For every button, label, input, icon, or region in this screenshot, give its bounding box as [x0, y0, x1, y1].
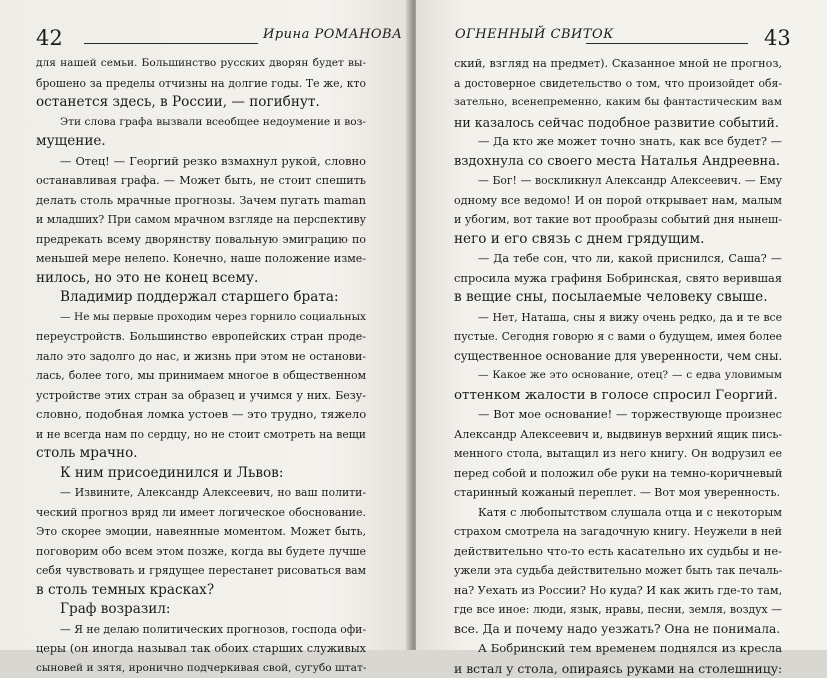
text-line: вздохнула со своего места Наталья Андреевна. — [454, 152, 782, 172]
text-line: ческий прогноз вряд ли имеет логическое обоснование. — [36, 503, 366, 523]
text-line: где все иное: люди, язык, нравы, песни, земля, воздух — — [454, 600, 782, 620]
text-line: действительно что-то есть касательно их судьбы и не- — [454, 542, 782, 562]
text-line: одному все ведомо! И он порой открывает нам, малым — [454, 191, 782, 211]
text-line: — Да кто же может точно знать, как все будет? — — [454, 132, 782, 152]
text-line: — Извините, Александр Алексеевич, но ваш полити- — [36, 483, 366, 503]
left-page-body — [36, 54, 366, 678]
text-line: столь мрачно. — [36, 444, 366, 464]
text-line: делать столь мрачные прогнозы. Зачем пугать maman — [36, 191, 366, 211]
right-page-body — [454, 54, 782, 678]
text-line: — Да тебе сон, что ли, какой приснился, Саша? — — [454, 249, 782, 269]
text-line: Это скорее эмоции, навеянные моментом. Может быть, — [36, 522, 366, 542]
text-line: Александр Алексеевич и, выдвинув верхний ящик пись- — [454, 425, 782, 445]
text-line: и встал у стола, опираясь руками на столешницу: — [454, 659, 782, 678]
text-line: перед собой и положил обе руки на темно-коричневый — [454, 464, 782, 484]
text-line: него и его связь с днем грядущим. — [454, 230, 782, 250]
text-line: нилось, но это не конец всему. — [36, 269, 366, 289]
text-line: а достоверное свидетельство о том, что произойдет обя- — [454, 74, 782, 94]
text-line: и не всегда нам по сердцу, но не стоит смотреть на вещи — [36, 425, 366, 445]
text-line: поговорим обо всем этом позже, когда вы будете лучше — [36, 542, 366, 562]
text-line: — Не мы первые проходим через горнило социальных — [36, 308, 366, 328]
text-line: страхом смотрела на загадочную книгу. Неужели в ней — [454, 522, 782, 542]
text-line: все. Да и почему надо уезжать? Она не понимала. — [454, 620, 782, 640]
text-line: для нашей семьи. Большинство русских дворян будет вы- — [36, 54, 366, 74]
left-page — [0, 0, 410, 650]
text-line: предрекать всему дворянству повальную эмиграцию по — [36, 230, 366, 250]
running-head-author: Ирина РОМАНОВА — [263, 27, 402, 42]
header-rule-left — [84, 43, 258, 44]
text-line: меньшей мере нелепо. Конечно, наше положение изме- — [36, 249, 366, 269]
text-line: Эти слова графа вызвали всеобщее недоумение и воз- — [36, 113, 366, 133]
text-line: — Я не делаю политических прогнозов, господа офи- — [36, 620, 366, 640]
text-line: устройстве этих стран за образец и учимся у них. Безу- — [36, 386, 366, 406]
text-line: менного стола, вытащил из него книгу. Он водрузил ее — [454, 444, 782, 464]
text-line: на? Уехать из России? Но куда? И как жить где-то там, — [454, 581, 782, 601]
text-line: и убогим, вот такие вот прообразы событий дня нынеш- — [454, 210, 782, 230]
text-line: останавливая графа. — Может быть, не стоит спешить — [36, 171, 366, 191]
text-line: в столь темных красках? — [36, 581, 366, 601]
page-number-left: 42 — [36, 26, 63, 50]
text-line: ский, взгляд на предмет). Сказанное мной не прогноз, — [454, 54, 782, 74]
text-line: Владимир поддержал старшего брата: — [36, 288, 366, 308]
running-head-title: ОГНЕННЫЙ СВИТОК — [455, 27, 614, 42]
text-line: спросила мужа графиня Бобринская, свято верившая — [454, 269, 782, 289]
text-line: и младших? При самом мрачном взгляде на перспективу — [36, 210, 366, 230]
text-line: церы (он иногда называл так обоих старших служивых — [36, 639, 366, 659]
text-line: — Нет, Наташа, сны я вижу очень редко, да и те все — [454, 308, 782, 328]
right-page — [416, 0, 827, 650]
text-line: себя чувствовать и грядущее перестанет рисоваться вам — [36, 561, 366, 581]
text-line: А Бобринский тем временем поднялся из кресла — [454, 639, 782, 659]
text-line: лало это задолго до нас, и жизнь при этом не останови- — [36, 347, 366, 367]
text-line: — Какое же это основание, отец? — с едва уловимым — [454, 366, 782, 386]
text-line: переустройств. Большинство европейских стран проде- — [36, 327, 366, 347]
text-line: — Отец! — Георгий резко взмахнул рукой, словно — [36, 152, 366, 172]
text-line: ни казалось сейчас подобное развитие событий. — [454, 113, 782, 133]
header-rule-right — [586, 43, 748, 44]
text-line: в вещие сны, посылаемые человеку свыше. — [454, 288, 782, 308]
text-line: оттенком жалости в голосе спросил Георгий. — [454, 386, 782, 406]
text-line: останется здесь, в России, — погибнут. — [36, 93, 366, 113]
text-line: сыновей и зятя, иронично подчеркивая свой, сугубо штат- — [36, 659, 366, 678]
text-line: зательно, всенепременно, каким бы фантастическим вам — [454, 93, 782, 113]
text-line: Граф возразил: — [36, 600, 366, 620]
text-line: пустые. Сегодня говорю я с вами о будущем, имея более — [454, 327, 782, 347]
text-line: Катя с любопытством слушала отца и с некоторым — [454, 503, 782, 523]
text-line: словно, подобная ломка устоев — это трудно, тяжело — [36, 405, 366, 425]
page-number-right: 43 — [764, 26, 791, 50]
text-line: — Вот мое основание! — торжествующе произнес — [454, 405, 782, 425]
text-line: лась, более того, мы принимаем многое в общественном — [36, 366, 366, 386]
text-line: К ним присоединился и Львов: — [36, 464, 366, 484]
text-line: старинный кожаный переплет. — Вот моя уверенность. — [454, 483, 782, 503]
text-line: — Бог! — воскликнул Александр Алексеевич. — Ему — [454, 171, 782, 191]
text-line: брошено за пределы отчизны на долгие годы. Те же, кто — [36, 74, 366, 94]
text-line: ужели эта судьба действительно может быть так печаль- — [454, 561, 782, 581]
text-line: мущение. — [36, 132, 366, 152]
text-line: существенное основание для уверенности, чем сны. — [454, 347, 782, 367]
